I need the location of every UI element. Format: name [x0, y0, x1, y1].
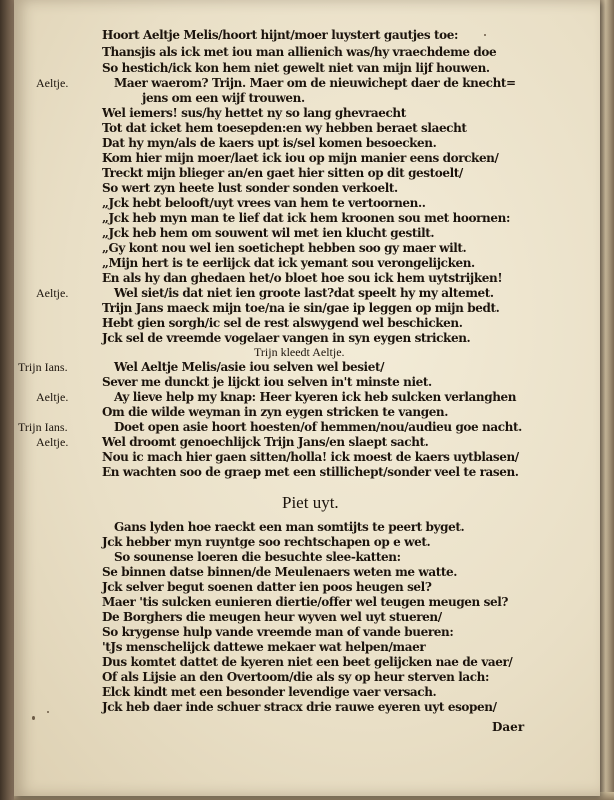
verse-line: „Jck heb myn man te lief dat ick hem kroonen sou met hoornen:	[102, 211, 510, 225]
verse-line: „Jck hebt belooft/uyt vrees van hem te vertoornen..	[102, 196, 426, 210]
page-edge-right	[600, 0, 614, 800]
verse-line: So sounense loeren die besuchte slee-katten:	[114, 550, 401, 564]
verse-line: Dat hy myn/als de kaers upt is/sel komen besoecken.	[102, 136, 437, 150]
dialogue-line: En wachten soo de graep met een stillichept/sonder veel te rasen.	[102, 465, 519, 479]
verse-line: Thansjis als ick met iou man allienich was/hy vraechdeme doe	[102, 45, 497, 59]
speaker-label: Trijn Ians.	[18, 420, 68, 434]
verse-line: Maer waerom? Trijn. Maer om de nieuwichept daer de knecht=	[114, 76, 516, 90]
verse-line: Se binnen datse binnen/de Meulenaers weten me watte.	[102, 565, 458, 579]
verse-line: jens om een wijf trouwen.	[142, 91, 305, 105]
verse-line: Kom hier mijn moer/laet ick iou op mijn manier eens dorcken/	[102, 151, 499, 165]
verse-line: Elck kindt met een besonder levendige vaer versach.	[102, 685, 437, 699]
speaker-label: Aeltje.	[36, 76, 69, 90]
verse-line: Hebt gien sorgh/ic sel de rest alswygend wel beschicken.	[102, 316, 463, 330]
verse-line: So wert zyn heete lust sonder sonden verkoelt.	[102, 181, 398, 195]
paper-speck	[484, 34, 486, 36]
verse-line: Wel iemers! sus/hy hettet ny so lang ghevraecht	[102, 106, 406, 120]
verse-line: Hoort Aeltje Melis/hoort hijnt/moer luystert gautjes toe:	[102, 28, 459, 42]
verse-line: Treckt mijn blieger an/en gaet hier sitten op dit gestoelt/	[102, 166, 463, 180]
dialogue-line: Wel Aeltje Melis/asie iou selven wel besiet/	[114, 360, 385, 374]
verse-line: Tot dat icket hem toesepden:en wy hebben beraet slaecht	[102, 121, 467, 135]
dialogue-line: Sever me dunckt je lijckt iou selven in't minste niet.	[102, 375, 432, 389]
verse-line: Jck hebber myn ruyntge soo rechtschapen op e wet.	[102, 535, 431, 549]
speaker-label: Trijn Ians.	[18, 360, 68, 374]
verse-line: Jck selver begut soenen datter ien poos heugen sel?	[102, 580, 432, 594]
verse-line: Trijn Jans maeck mijn toe/na ie sin/gae ip leggen op mijn bedt.	[102, 301, 500, 315]
verse-line: Maer 'tis sulcken eunieren diertie/offer wel teugen meugen sel?	[102, 595, 509, 609]
paper-speck	[32, 716, 35, 720]
verse-line: De Borghers die meugen heur wyven wel uyt stueren/	[102, 610, 442, 624]
stage-direction: Trijn kleedt Aeltje.	[254, 345, 345, 359]
speaker-label: Aeltje.	[36, 286, 69, 300]
section-title: Piet uyt.	[282, 493, 339, 512]
verse-line: 'tJs menschelijck dattewe mekaer wat helpen/maer	[102, 640, 426, 654]
speaker-label: Aeltje.	[36, 390, 69, 404]
dialogue-line: Nou ic mach hier gaen sitten/holla! ick moest de kaers uytblasen/	[102, 450, 519, 464]
verse-line: Jck heb daer inde schuer stracx drie rauwe eyeren uyt esopen/	[102, 700, 497, 714]
verse-line: „Gy kont nou wel ien soetichept hebben soo gy maer wilt.	[102, 241, 467, 255]
verse-line: Jck sel de vreemde vogelaer vangen in syn eygen stricken.	[102, 331, 471, 345]
verse-line: Dus komtet dattet de kyeren niet een beet gelijcken nae de vaer/	[102, 655, 513, 669]
dialogue-line: Ay lieve help my knap: Heer kyeren ick heb sulcken verlanghen	[114, 390, 517, 404]
speaker-label: Aeltje.	[36, 435, 69, 449]
verse-line: „Jck heb hem om souwent wil met ien klucht gestilt.	[102, 226, 435, 240]
verse-line: En als hy dan ghedaen het/o bloet hoe sou ick hem uytstrijken!	[102, 271, 503, 285]
dialogue-line: Doet open asie hoort hoesten/of hemmen/nou/audieu goe nacht.	[114, 420, 522, 434]
catchword: Daer	[492, 720, 525, 734]
verse-line: Gans lyden hoe raeckt een man somtijts te peert byget.	[114, 520, 465, 534]
verse-line: Wel siet/is dat niet ien groote last?dat speelt hy my altemet.	[114, 286, 494, 300]
paper-speck	[47, 711, 49, 713]
verse-line: So krygense hulp vande vreemde man of vande bueren:	[102, 625, 454, 639]
dialogue-line: Wel droomt genoechlijck Trijn Jans/en slaept sacht.	[102, 435, 429, 449]
verse-line: „Mijn hert is te eerlijck dat ick yemant sou verongelijcken.	[102, 256, 475, 270]
verse-line: So hestich/ick kon hem niet gewelt niet van mijn lijf houwen.	[102, 61, 490, 75]
verse-line: Of als Lijsie an den Overtoom/die als sy op heur sterven lach:	[102, 670, 489, 684]
dialogue-line: Om die wilde weyman in zyn eygen stricken te vangen.	[102, 405, 449, 419]
book-page	[14, 0, 600, 796]
